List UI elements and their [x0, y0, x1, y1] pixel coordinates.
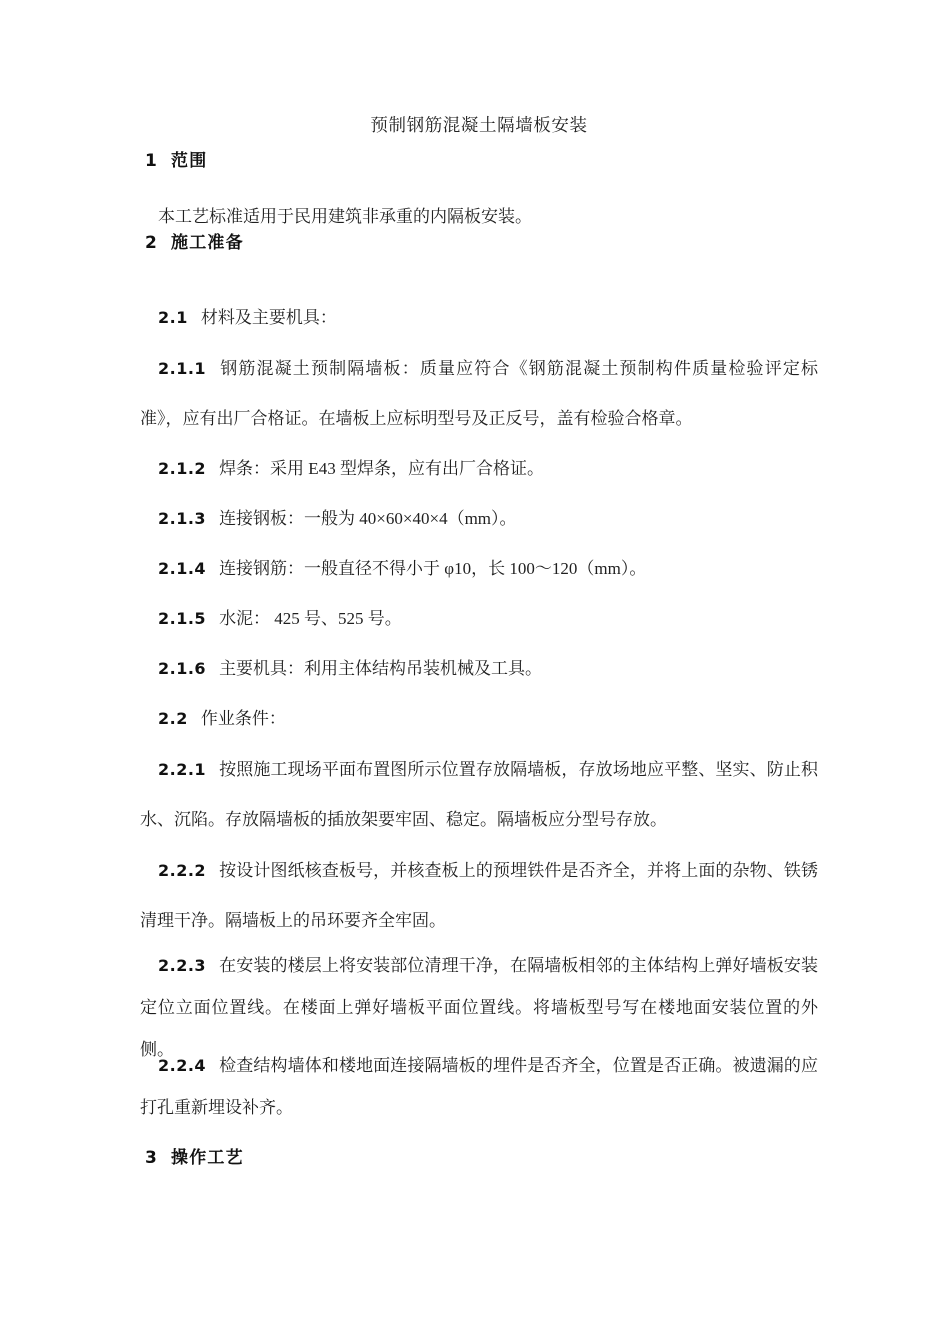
- paragraph-text: 本工艺标准适用于民用建筑非承重的内隔板安装。: [158, 207, 532, 226]
- paragraph-text: 焊条：采用 E43 型焊条，应有出厂合格证。: [219, 459, 544, 478]
- paragraph-2-2-1: [140, 745, 818, 845]
- paragraph-number: 2.2.2: [158, 861, 207, 880]
- paragraph-number: 2.1.6: [158, 659, 207, 678]
- paragraph-number: 2.2.4: [158, 1056, 207, 1075]
- paragraph-text: 主要机具：利用主体结构吊装机械及工具。: [219, 659, 543, 678]
- paragraph-number: 2.1.2: [158, 459, 207, 478]
- paragraph-2-1-6: [140, 644, 818, 694]
- paragraph-number: 2.1.4: [158, 559, 207, 578]
- paragraph-text: 按设计图纸核查板号，并核查板上的预埋铁件是否齐全，并将上面的杂物、铁锈清理干净。隔墙板上的吊环要齐全牢固。: [140, 861, 818, 930]
- paragraph-number: 2.2: [158, 709, 188, 728]
- paragraph-2-2-2: [140, 846, 818, 946]
- section-title-2: 施工准备: [171, 233, 244, 253]
- paragraph-text: 在安装的楼层上将安装部位清理干净，在隔墙板相邻的主体结构上弹好墙板安装定位立面位置线。在楼面上弹好墙板平面位置线。将墙板型号写在楼地面安装位置的外侧。: [140, 956, 818, 1059]
- section-number-2: 2: [145, 233, 157, 253]
- section-title-3: 操作工艺: [171, 1148, 244, 1168]
- paragraph-text: 水泥： 425 号、525 号。: [219, 609, 402, 628]
- paragraph-text: 按照施工现场平面布置图所示位置存放隔墙板，存放场地应平整、坚实、防止积水、沉陷。存放隔墙板的插放架要牢固、稳定。隔墙板应分型号存放。: [140, 760, 818, 829]
- paragraph-text: 作业条件：: [200, 709, 286, 728]
- paragraph-2-2-4: [140, 1045, 818, 1129]
- paragraph-number: 2.1.1: [158, 359, 207, 378]
- section-title-1: 范围: [171, 151, 208, 171]
- paragraph-number: 2.1.3: [158, 509, 207, 528]
- paragraph-text: 连接钢筋：一般直径不得小于 φ10，长 100～120（mm）。: [219, 559, 647, 578]
- paragraph-2-1-4: [140, 544, 818, 594]
- paragraph-text: 材料及主要机具：: [200, 308, 337, 327]
- paragraph-number: 2.2.3: [158, 956, 207, 975]
- section-heading-2: [145, 228, 244, 253]
- paragraph-text: 钢筋混凝土预制隔墙板：质量应符合《钢筋混凝土预制构件质量检验评定标准》，应有出厂合格证。在墙板上应标明型号及正反号，盖有检验合格章。: [140, 359, 818, 428]
- paragraph-2-1-1: [140, 344, 818, 444]
- paragraph-number: 2.1.5: [158, 609, 207, 628]
- paragraph-2-1-5: [140, 594, 818, 644]
- paragraph-2-1-2: [140, 444, 818, 494]
- paragraph-2-1: [140, 293, 818, 343]
- section-number-1: 1: [145, 151, 157, 171]
- paragraph-number: 2.2.1: [158, 760, 207, 779]
- section-heading-1: [145, 146, 207, 171]
- page-title: 预制钢筋混凝土隔墙板安装: [370, 115, 588, 135]
- paragraph-2-2: [140, 694, 818, 744]
- paragraph-2-1-3: [140, 494, 818, 544]
- section-heading-3: [145, 1143, 244, 1168]
- section-number-3: 3: [145, 1148, 157, 1168]
- paragraph-number: 2.1: [158, 308, 188, 327]
- paragraph-text: 连接钢板：一般为 40×60×40×4（mm）。: [219, 509, 517, 528]
- paragraph-text: 检查结构墙体和楼地面连接隔墙板的埋件是否齐全，位置是否正确。被遗漏的应打孔重新埋设补齐。: [140, 1056, 818, 1117]
